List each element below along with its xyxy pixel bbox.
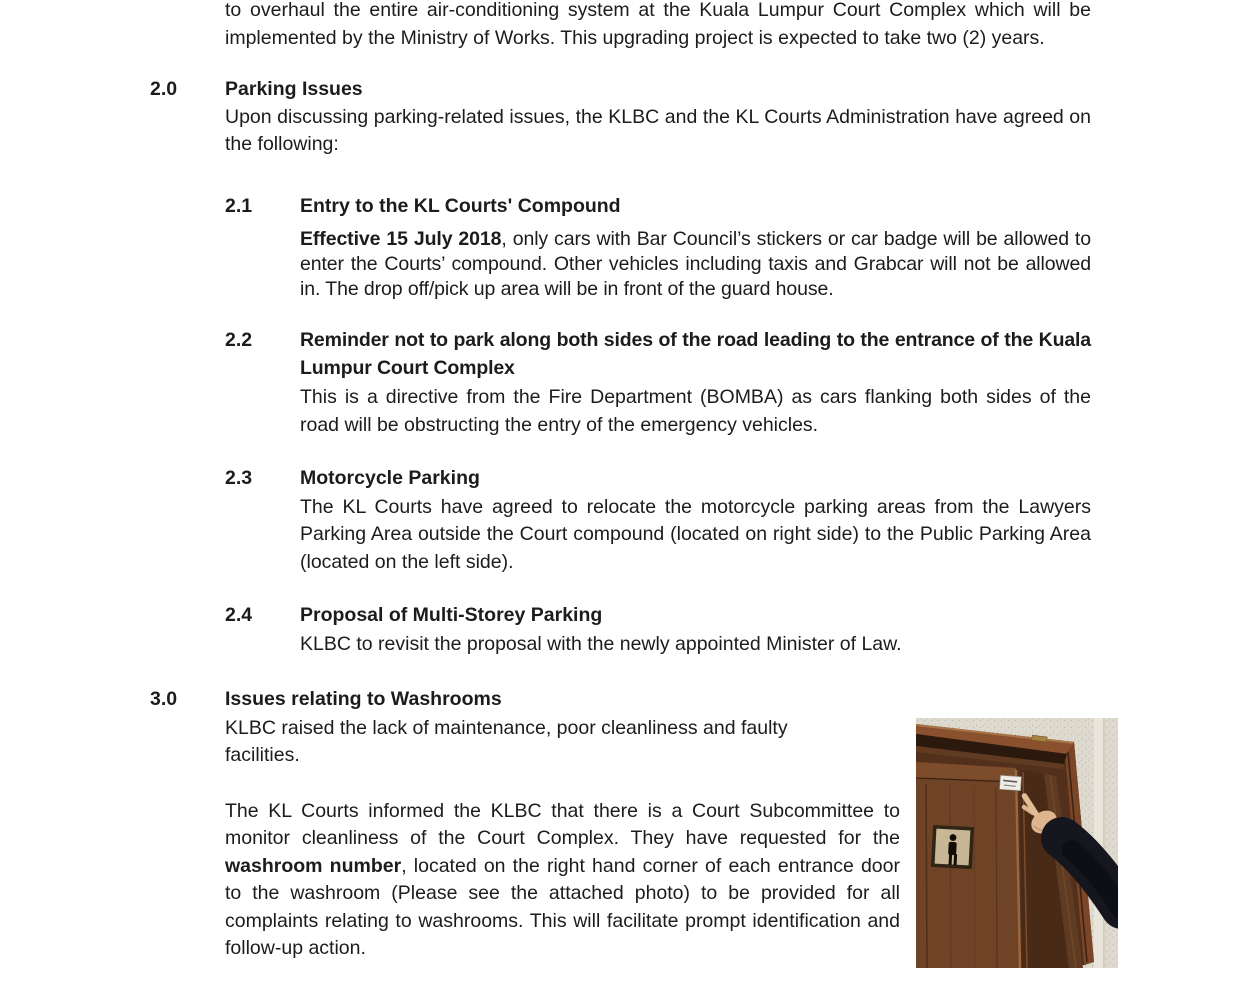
subsection-number: 2.3 — [225, 467, 253, 490]
section-title: Issues relating to Washrooms — [225, 688, 502, 711]
section-number: 3.0 — [150, 688, 178, 711]
washroom-number-label — [1000, 775, 1022, 790]
male-washroom-sign — [931, 825, 974, 869]
section-washrooms — [150, 686, 1091, 968]
subsection-content — [300, 465, 1091, 576]
subsection-title: Motorcycle Parking — [300, 467, 480, 490]
subsection-body: The KL Courts have agreed to relocate the motorcycle parking areas from the Lawyers Parking Area outside the Court compound (located on right side) to the Public Parking Area (located on the left side). — [300, 495, 1091, 573]
section-content — [225, 686, 1091, 968]
subsection-body: This is a directive from the Fire Department (BOMBA) as cars flanking both sides of the road will be obstructing the entry of the emergency vehicles. — [300, 386, 1091, 436]
bold-effective-date: Effective 15 July 2018 — [300, 228, 502, 250]
section-title: Parking Issues — [225, 78, 363, 100]
subsection-title: Entry to the KL Courts' Compound — [300, 194, 621, 217]
subsection-content — [300, 327, 1091, 439]
subsection-motorcycle-parking — [225, 465, 1091, 576]
subsection-body — [300, 227, 1091, 301]
subsection-road-reminder — [225, 327, 1091, 439]
subsection-content — [300, 193, 1091, 302]
subsection-number: 2.2 — [225, 329, 253, 352]
washroom-door-photo — [916, 718, 1118, 968]
subsection-number: 2.4 — [225, 604, 253, 627]
subsection-multistorey-parking — [225, 602, 1091, 658]
intro-paragraph: to overhaul the entire air-conditioning system at the Kuala Lumpur Court Complex which will be implemented by the Ministry of Works. This upgrading project is expected to take two (2) years. — [225, 0, 1091, 49]
washrooms-paragraph-1: KLBC raised the lack of maintenance, poor cleanliness and faulty facilities. — [225, 716, 788, 767]
body-text: , located on the right hand corner of each entrance door to the washroom (Please see the attached photo) to be provided for all complaints relating to washrooms. This will facilitate prompt identification and follow-up action. — [225, 854, 900, 960]
body-text: The KL Courts informed the KLBC that there is a Court Subcommittee to monitor cleanliness of the Court Complex. They have requested for the — [225, 799, 900, 850]
subsection-body: KLBC to revisit the proposal with the newly appointed Minister of Law. — [300, 632, 902, 655]
body-text: , only cars with Bar Council’s stickers or car badge will be allowed to enter the Courts’ compound. Other vehicles including taxis and Grabcar will not be allowed in. The drop off/pick up area will be in front of the guard house. — [300, 228, 1091, 300]
subsection-title: Reminder not to park along both sides of the road leading to the entrance of the Kuala Lumpur Court Complex — [300, 329, 1091, 379]
bold-washroom-number: washroom number — [225, 854, 402, 877]
subsection-number: 2.1 — [225, 194, 253, 217]
section-parking-issues — [150, 76, 1091, 658]
subsection-content — [300, 602, 1091, 658]
subsection-entry-compound — [225, 193, 1091, 302]
section-lead-paragraph: Upon discussing parking-related issues, the KLBC and the KL Courts Administration have agreed on the following: — [225, 105, 1091, 155]
washroom-door-photo-illustration — [916, 718, 1118, 968]
subsection-title: Proposal of Multi-Storey Parking — [300, 604, 603, 627]
section-content — [225, 76, 1091, 658]
section-number: 2.0 — [150, 78, 178, 100]
